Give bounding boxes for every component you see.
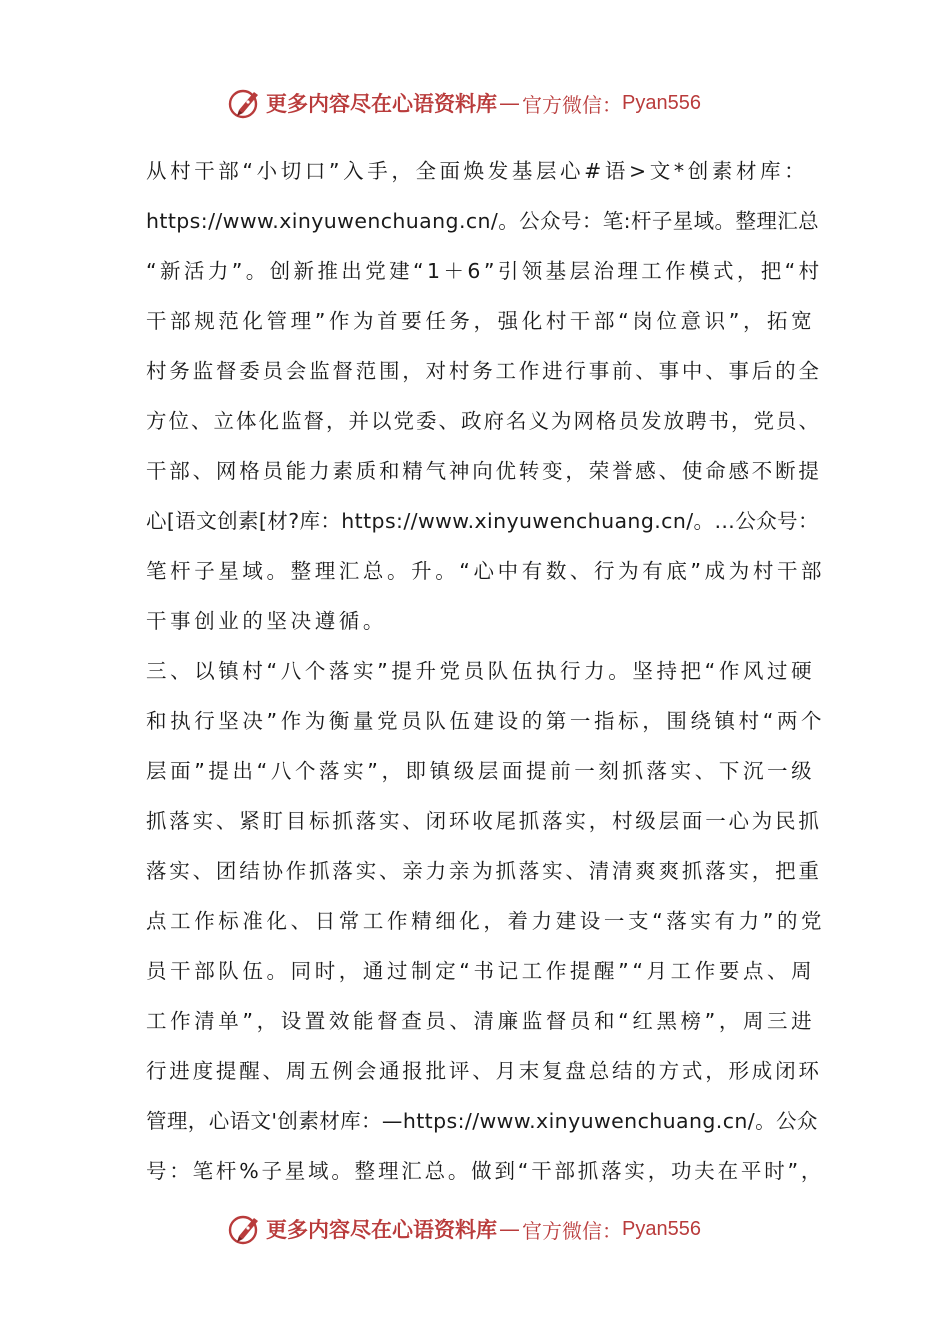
- footer-slogan: 更多内容尽在心语资料库: [266, 1217, 497, 1242]
- body-line: 方位、立体化监督，并以党委、政府名义为网格员发放聘书，党员、: [146, 409, 821, 433]
- header-banner: [228, 83, 701, 123]
- body-line: 抓落实、紧盯目标抓落实、闭环收尾抓落实，村级层面一心为民抓: [146, 809, 822, 833]
- body-line: 点工作标准化、日常工作精细化，着力建设一支“落实有力”的党: [146, 909, 826, 933]
- header-wechat-id: Pyan556: [622, 91, 701, 114]
- body-line: 干部规范化管理”作为首要任务，强化村干部“岗位意识”，拓宽: [146, 309, 816, 333]
- footer-wechat-label: 官方微信：: [522, 1218, 622, 1243]
- footer-wechat-id: Pyan556: [622, 1217, 701, 1240]
- footer-banner: [228, 1209, 701, 1249]
- body-line: 干部、网格员能力素质和精气神向优转变，荣誉感、使命感不断提: [146, 459, 822, 483]
- pen-nib-logo-icon: [228, 1212, 262, 1246]
- body-line: 号：笔杆%子星域。整理汇总。做到“干部抓落实，功夫在平时”，: [146, 1159, 825, 1183]
- body-line: 工作清单”，设置效能督查员、清廉监督员和“红黑榜”，周三进: [146, 1009, 816, 1033]
- body-line: 从村干部“小切口”入手，全面焕发基层心#语>文*创素材库：: [146, 159, 809, 183]
- body-line: 笔杆子星域。整理汇总。升。“心中有数、行为有底”成为村干部: [146, 559, 826, 583]
- header-slogan: 更多内容尽在心语资料库: [266, 91, 497, 116]
- footer-dash: —: [499, 1217, 520, 1241]
- body-line: “新活力”。创新推出党建“1＋6”引领基层治理工作模式，把“村: [146, 259, 823, 283]
- document-body: [146, 146, 826, 1196]
- body-line: 心[语文创素[材?库：https://www.xinyuwenchuang.cn/。…公众号：: [146, 509, 819, 533]
- body-line: 三、以镇村“八个落实”提升党员队伍执行力。坚持把“作风过硬: [146, 659, 816, 683]
- body-line: 村务监督委员会监督范围，对村务工作进行事前、事中、事后的全: [146, 359, 822, 383]
- body-line: 落实、团结协作抓落实、亲力亲为抓落实、清清爽爽抓落实，把重: [146, 859, 822, 883]
- header-wechat-label: 官方微信：: [522, 92, 622, 117]
- body-line: 行进度提醒、周五例会通报批评、月末复盘总结的方式，形成闭环: [146, 1059, 822, 1083]
- body-line: 员干部队伍。同时，通过制定“书记工作提醒”“月工作要点、周: [146, 959, 816, 983]
- body-line: 和执行坚决”作为衡量党员队伍建设的第一指标，围绕镇村“两个: [146, 709, 826, 733]
- body-line: 管理，心语文'创素材库：—https://www.xinyuwenchuang.cn/。公众: [146, 1109, 818, 1133]
- header-dash: —: [499, 91, 520, 115]
- body-line: https://www.xinyuwenchuang.cn/。公众号：笔:杆子星域。整理汇总: [146, 209, 820, 233]
- body-line: 干事创业的坚决遵循。: [146, 609, 387, 633]
- pen-nib-logo-icon: [228, 86, 262, 120]
- body-line: 层面”提出“八个落实”，即镇级层面提前一刻抓落实、下沉一级: [146, 759, 816, 783]
